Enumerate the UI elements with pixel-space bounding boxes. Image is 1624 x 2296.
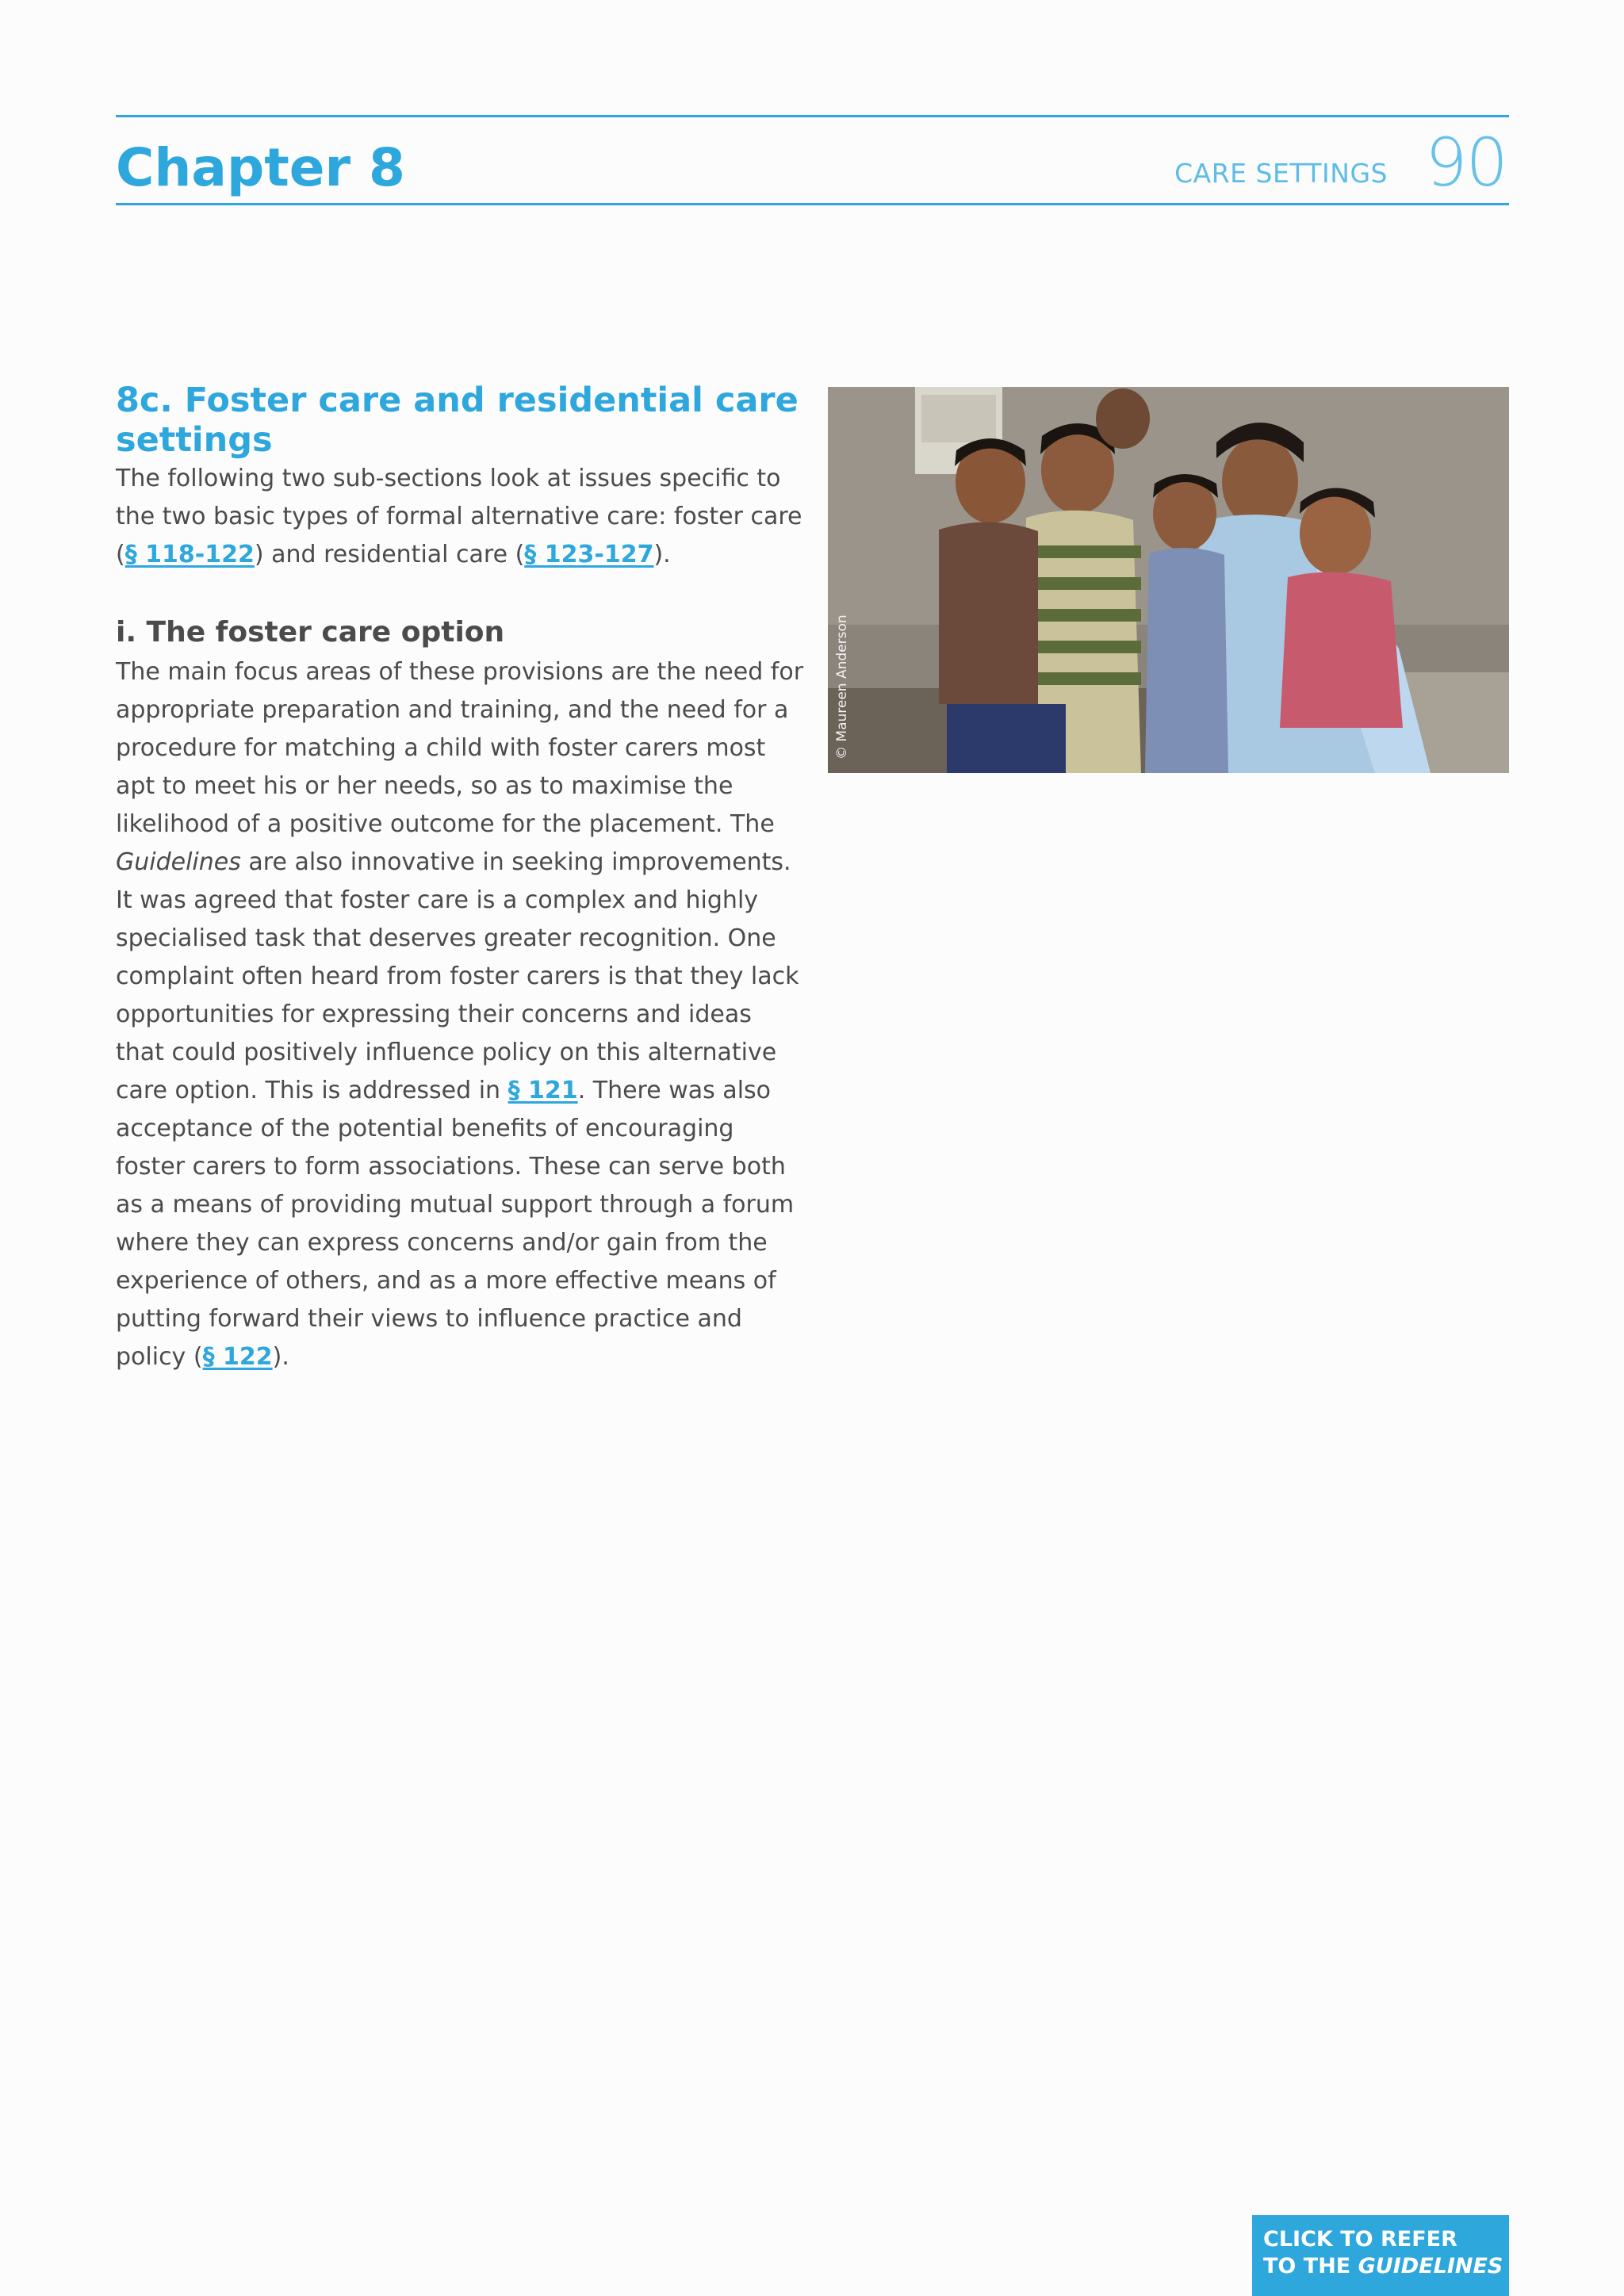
photo-credit: © Maureen Anderson [834, 614, 850, 760]
intro-paragraph [116, 460, 806, 574]
foster-care-paragraph [116, 653, 806, 1376]
main-content [116, 381, 806, 1376]
link-section-121[interactable]: § 121 [508, 1077, 578, 1104]
subsection-heading: i. The foster care option [116, 616, 505, 649]
cta-line-2 [1263, 2253, 1503, 2280]
link-section-123-127[interactable]: § 123-127 [524, 541, 654, 568]
header-bottom-rule [116, 203, 1509, 205]
family-photo [828, 387, 1509, 773]
link-section-122[interactable]: § 122 [202, 1343, 273, 1371]
cta-guidelines-italic: GUIDELINES [1358, 2254, 1503, 2279]
section-label: CARE SETTINGS [1174, 158, 1388, 189]
link-section-118-122[interactable]: § 118-122 [124, 541, 255, 568]
header-top-rule [116, 115, 1509, 117]
cta-line-2-prefix: TO THE [1263, 2254, 1358, 2279]
family-photo-illustration [828, 387, 1509, 773]
body-text-3: . There was also acceptance of the potential benefits of encouraging foster carers to form associations. These can serve both as a means of providing mutual support through a forum where they can express concerns and/or gain from the experience of others, and as a more effective means of putting forward their views to influence practice and policy ( [116, 1077, 795, 1371]
refer-to-guidelines-button[interactable] [1252, 2215, 1509, 2296]
section-heading: 8c. Foster care and residential care settings [116, 381, 799, 460]
page-number: 90 [1425, 124, 1507, 201]
cta-line-1: CLICK TO REFER [1263, 2227, 1457, 2252]
body-text-4: ). [272, 1343, 289, 1371]
intro-text-1: The following two sub-sections look at issues specific to the two basic types of formal alternative care: foster care ( [116, 465, 802, 568]
intro-text-3: ). [653, 541, 671, 568]
chapter-title: Chapter 8 [116, 137, 405, 198]
body-text-1: The main focus areas of these provisions are the need for appropriate preparation and training, and the need for a procedure for matching a child with foster carers most apt to meet his or her needs, so as to maximise the likelihood of a positive outcome for the placement. The [116, 658, 804, 838]
guidelines-italic: Guidelines [116, 848, 241, 876]
intro-text-2: ) and residential care ( [254, 541, 525, 568]
body-text-2: are also innovative in seeking improvements. It was agreed that foster care is a complex and highly specialised task that deserves greater recognition. One complaint often heard from foster carers is that they lack opportunities for expressing their concerns and ideas that could positively influence policy on this alternative care option. This is addressed in [116, 848, 799, 1104]
